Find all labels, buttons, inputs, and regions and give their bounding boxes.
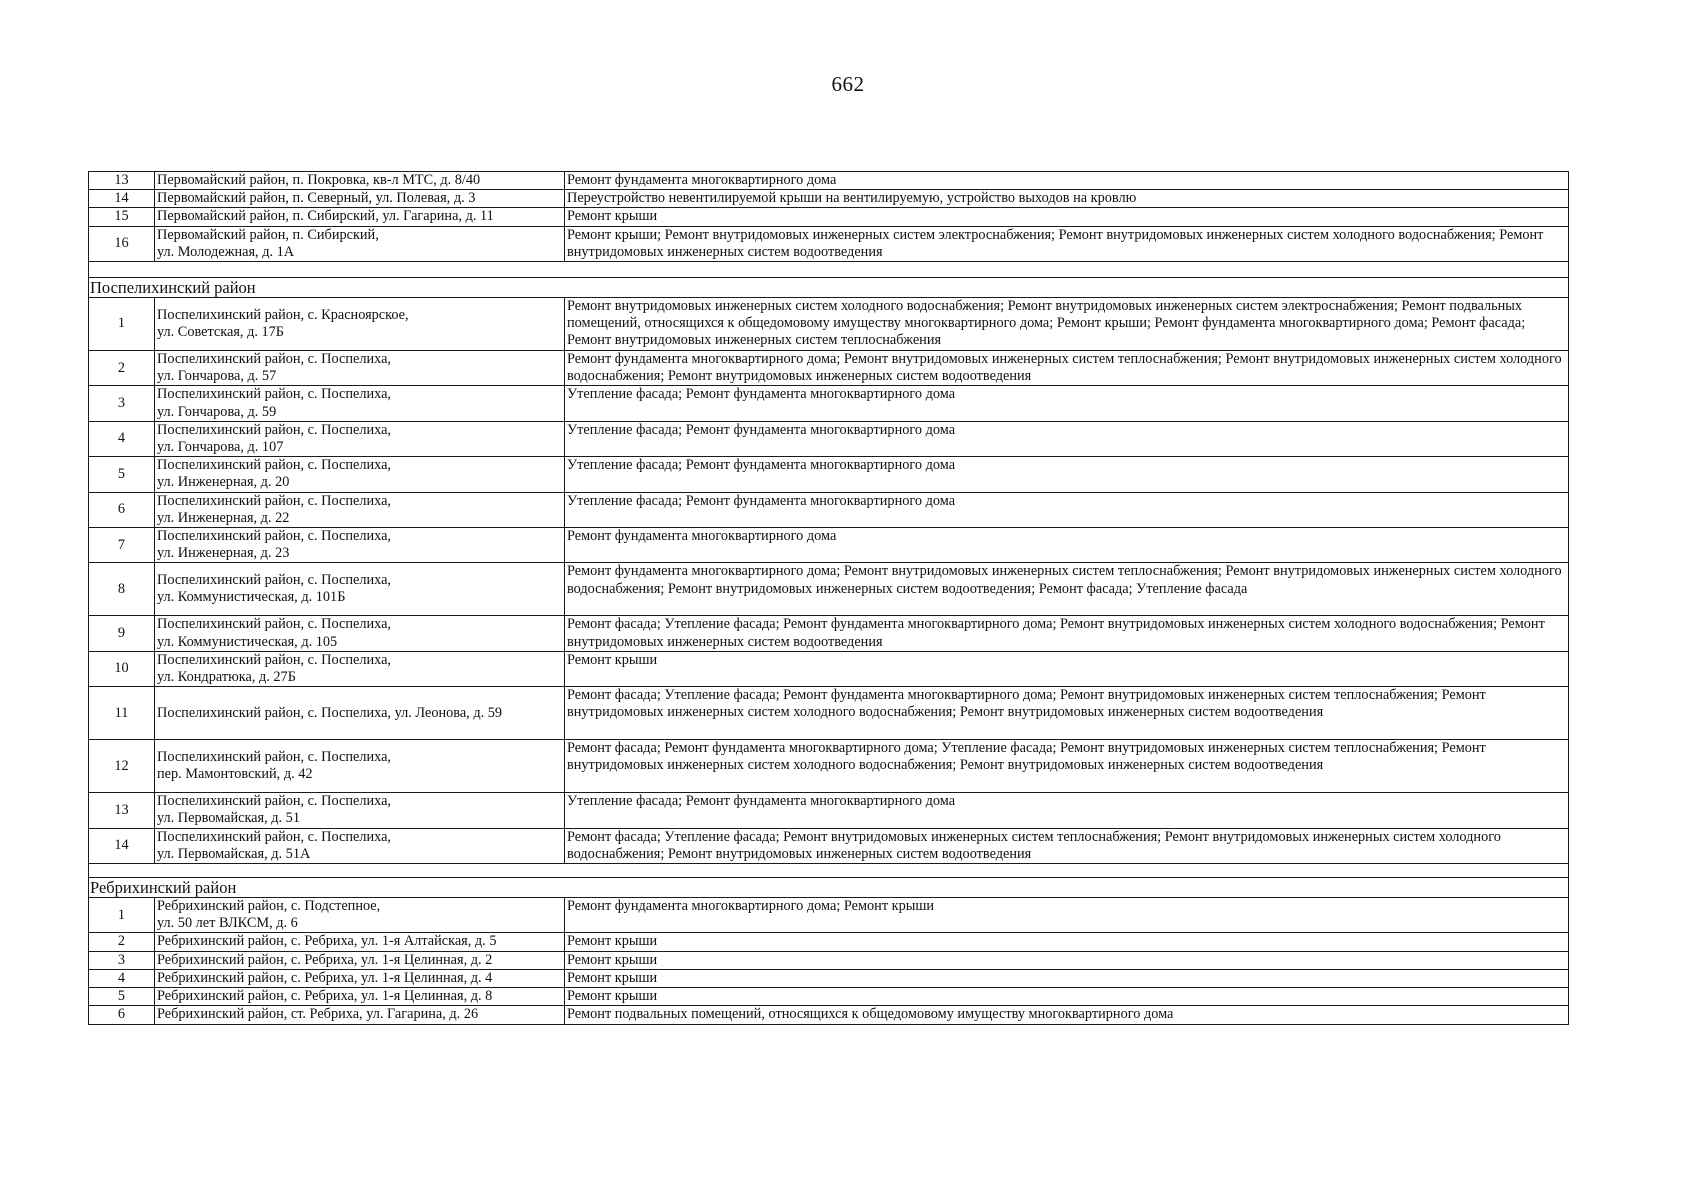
address-cell: Ребрихинский район, с. Ребриха, ул. 1-я Целинная, д. 2 (155, 951, 565, 969)
address-cell: Поспелихинский район, с. Поспелиха, ул. Кондратюка, д. 27Б (155, 651, 565, 686)
address-cell: Поспелихинский район, с. Поспелиха, ул. Гончарова, д. 57 (155, 351, 565, 386)
address-cell: Поспелихинский район, с. Поспелиха, ул. Гончарова, д. 107 (155, 421, 565, 456)
section-spacer (89, 262, 1569, 278)
address-cell: Первомайский район, п. Сибирский, ул. Гагарина, д. 11 (155, 208, 565, 226)
table-row (89, 298, 1569, 351)
page-number: 662 (831, 72, 865, 96)
address-cell: Первомайский район, п. Сибирский, ул. Молодежная, д. 1А (155, 226, 565, 261)
row-number: 10 (89, 651, 155, 686)
section-spacer (89, 864, 1569, 878)
repair-program-table (88, 171, 1569, 1025)
row-number: 4 (89, 421, 155, 456)
address-cell: Поспелихинский район, с. Поспелиха, ул. Коммунистическая, д. 101Б (155, 563, 565, 616)
section-header-row (89, 878, 1569, 898)
row-number: 5 (89, 988, 155, 1006)
work-types-cell: Ремонт фундамента многоквартирного дома (565, 172, 1569, 190)
table-row (89, 933, 1569, 951)
table-row (89, 793, 1569, 828)
work-types-cell: Ремонт фундамента многоквартирного дома; Ремонт крыши (565, 898, 1569, 933)
section-title: Поспелихинский район (89, 278, 1569, 298)
table-row (89, 898, 1569, 933)
work-types-cell: Утепление фасада; Ремонт фундамента многоквартирного дома (565, 421, 1569, 456)
row-number: 11 (89, 687, 155, 740)
work-types-cell: Утепление фасада; Ремонт фундамента многоквартирного дома (565, 492, 1569, 527)
row-number: 1 (89, 298, 155, 351)
work-types-cell: Ремонт фундамента многоквартирного дома; Ремонт внутридомовых инженерных систем теплоснабжения; Ремонт внутридомовых инженерных систем холодного водоснабжения; Ремонт внутридомовых инженерных систем водоотведения (565, 351, 1569, 386)
work-types-cell: Ремонт фасада; Утепление фасада; Ремонт фундамента многоквартирного дома; Ремонт внутридомовых инженерных систем холодного водоснабжения; Ремонт внутридомовых инженерных систем водоотведения (565, 616, 1569, 651)
row-number: 2 (89, 933, 155, 951)
section-title: Ребрихинский район (89, 878, 1569, 898)
address-cell: Первомайский район, п. Покровка, кв-л МТС, д. 8/40 (155, 172, 565, 190)
table-row (89, 1006, 1569, 1024)
table-row (89, 740, 1569, 793)
row-number: 2 (89, 351, 155, 386)
table-row (89, 616, 1569, 651)
row-number: 1 (89, 898, 155, 933)
work-types-cell: Ремонт подвальных помещений, относящихся к общедомовому имуществу многоквартирного дома (565, 1006, 1569, 1024)
row-number: 3 (89, 386, 155, 421)
work-types-cell: Ремонт крыши (565, 933, 1569, 951)
work-types-cell: Ремонт крыши (565, 969, 1569, 987)
work-types-cell: Ремонт фундамента многоквартирного дома (565, 528, 1569, 563)
row-number: 6 (89, 1006, 155, 1024)
table-body (89, 172, 1569, 1025)
address-cell: Поспелихинский район, с. Поспелиха, ул. Леонова, д. 59 (155, 687, 565, 740)
work-types-cell: Ремонт крыши (565, 651, 1569, 686)
work-types-cell: Утепление фасада; Ремонт фундамента многоквартирного дома (565, 457, 1569, 492)
row-number: 16 (89, 226, 155, 261)
address-cell: Первомайский район, п. Северный, ул. Полевая, д. 3 (155, 190, 565, 208)
table-row (89, 190, 1569, 208)
table-row (89, 651, 1569, 686)
row-number: 13 (89, 793, 155, 828)
address-cell: Поспелихинский район, с. Поспелиха, ул. Инженерная, д. 22 (155, 492, 565, 527)
row-number: 4 (89, 969, 155, 987)
work-types-cell: Ремонт крыши (565, 988, 1569, 1006)
table-row (89, 828, 1569, 863)
row-number: 5 (89, 457, 155, 492)
work-types-cell: Ремонт крыши (565, 951, 1569, 969)
address-cell: Ребрихинский район, с. Ребриха, ул. 1-я Целинная, д. 8 (155, 988, 565, 1006)
address-cell: Поспелихинский район, с. Поспелиха, пер. Мамонтовский, д. 42 (155, 740, 565, 793)
table-row (89, 492, 1569, 527)
address-cell: Ребрихинский район, с. Подстепное, ул. 50 лет ВЛКСМ, д. 6 (155, 898, 565, 933)
table-row (89, 226, 1569, 261)
address-cell: Ребрихинский район, ст. Ребриха, ул. Гагарина, д. 26 (155, 1006, 565, 1024)
work-types-cell: Ремонт внутридомовых инженерных систем холодного водоснабжения; Ремонт внутридомовых инженерных систем электроснабжения; Ремонт подвальных помещений, относящихся к общедомовому имуществу многоквартирного дома; Ремонт крыши; Ремонт фундамента многоквартирного дома; Ремонт фасада; Ремонт внутридомовых инженерных систем теплоснабжения (565, 298, 1569, 351)
table-row (89, 351, 1569, 386)
address-cell: Поспелихинский район, с. Поспелиха, ул. Инженерная, д. 23 (155, 528, 565, 563)
section-header-row (89, 278, 1569, 298)
table-row (89, 386, 1569, 421)
table-row (89, 969, 1569, 987)
row-number: 14 (89, 190, 155, 208)
work-types-cell: Ремонт крыши (565, 208, 1569, 226)
row-number: 14 (89, 828, 155, 863)
work-types-cell: Переустройство невентилируемой крыши на вентилируемую, устройство выходов на кровлю (565, 190, 1569, 208)
work-types-cell: Утепление фасада; Ремонт фундамента многоквартирного дома (565, 386, 1569, 421)
address-cell: Поспелихинский район, с. Поспелиха, ул. Первомайская, д. 51 (155, 793, 565, 828)
row-number: 15 (89, 208, 155, 226)
row-number: 6 (89, 492, 155, 527)
table-row (89, 951, 1569, 969)
address-cell: Поспелихинский район, с. Поспелиха, ул. Инженерная, д. 20 (155, 457, 565, 492)
section-spacer-cell (89, 262, 1569, 278)
table-row (89, 528, 1569, 563)
work-types-cell: Ремонт фундамента многоквартирного дома; Ремонт внутридомовых инженерных систем теплоснабжения; Ремонт внутридомовых инженерных систем холодного водоснабжения; Ремонт внутридомовых инженерных систем водоотведения; Ремонт фасада; Утепление фасада (565, 563, 1569, 616)
work-types-cell: Ремонт фасада; Утепление фасада; Ремонт фундамента многоквартирного дома; Ремонт внутридомовых инженерных систем теплоснабжения; Ремонт внутридомовых инженерных систем холодного водоснабжения; Ремонт внутридомовых инженерных систем водоотведения (565, 687, 1569, 740)
table-row (89, 563, 1569, 616)
section-spacer-cell (89, 864, 1569, 878)
table-row (89, 457, 1569, 492)
table-row (89, 208, 1569, 226)
table-row (89, 172, 1569, 190)
work-types-cell: Ремонт крыши; Ремонт внутридомовых инженерных систем электроснабжения; Ремонт внутридомовых инженерных систем холодного водоснабжения; Ремонт внутридомовых инженерных систем водоотведения (565, 226, 1569, 261)
table-row (89, 687, 1569, 740)
work-types-cell: Ремонт фасада; Ремонт фундамента многоквартирного дома; Утепление фасада; Ремонт внутридомовых инженерных систем теплоснабжения; Ремонт внутридомовых инженерных систем холодного водоснабжения; Ремонт внутридомовых инженерных систем водоотведения (565, 740, 1569, 793)
row-number: 3 (89, 951, 155, 969)
work-types-cell: Утепление фасада; Ремонт фундамента многоквартирного дома (565, 793, 1569, 828)
address-cell: Поспелихинский район, с. Поспелиха, ул. Первомайская, д. 51А (155, 828, 565, 863)
row-number: 13 (89, 172, 155, 190)
address-cell: Ребрихинский район, с. Ребриха, ул. 1-я Алтайская, д. 5 (155, 933, 565, 951)
table-row (89, 421, 1569, 456)
row-number: 12 (89, 740, 155, 793)
work-types-cell: Ремонт фасада; Утепление фасада; Ремонт внутридомовых инженерных систем теплоснабжения; Ремонт внутридомовых инженерных систем холодного водоснабжения; Ремонт внутридомовых инженерных систем водоотведения (565, 828, 1569, 863)
row-number: 7 (89, 528, 155, 563)
address-cell: Поспелихинский район, с. Поспелиха, ул. Коммунистическая, д. 105 (155, 616, 565, 651)
row-number: 8 (89, 563, 155, 616)
table-row (89, 988, 1569, 1006)
address-cell: Поспелихинский район, с. Поспелиха, ул. Гончарова, д. 59 (155, 386, 565, 421)
row-number: 9 (89, 616, 155, 651)
address-cell: Поспелихинский район, с. Красноярское, ул. Советская, д. 17Б (155, 298, 565, 351)
address-cell: Ребрихинский район, с. Ребриха, ул. 1-я Целинная, д. 4 (155, 969, 565, 987)
